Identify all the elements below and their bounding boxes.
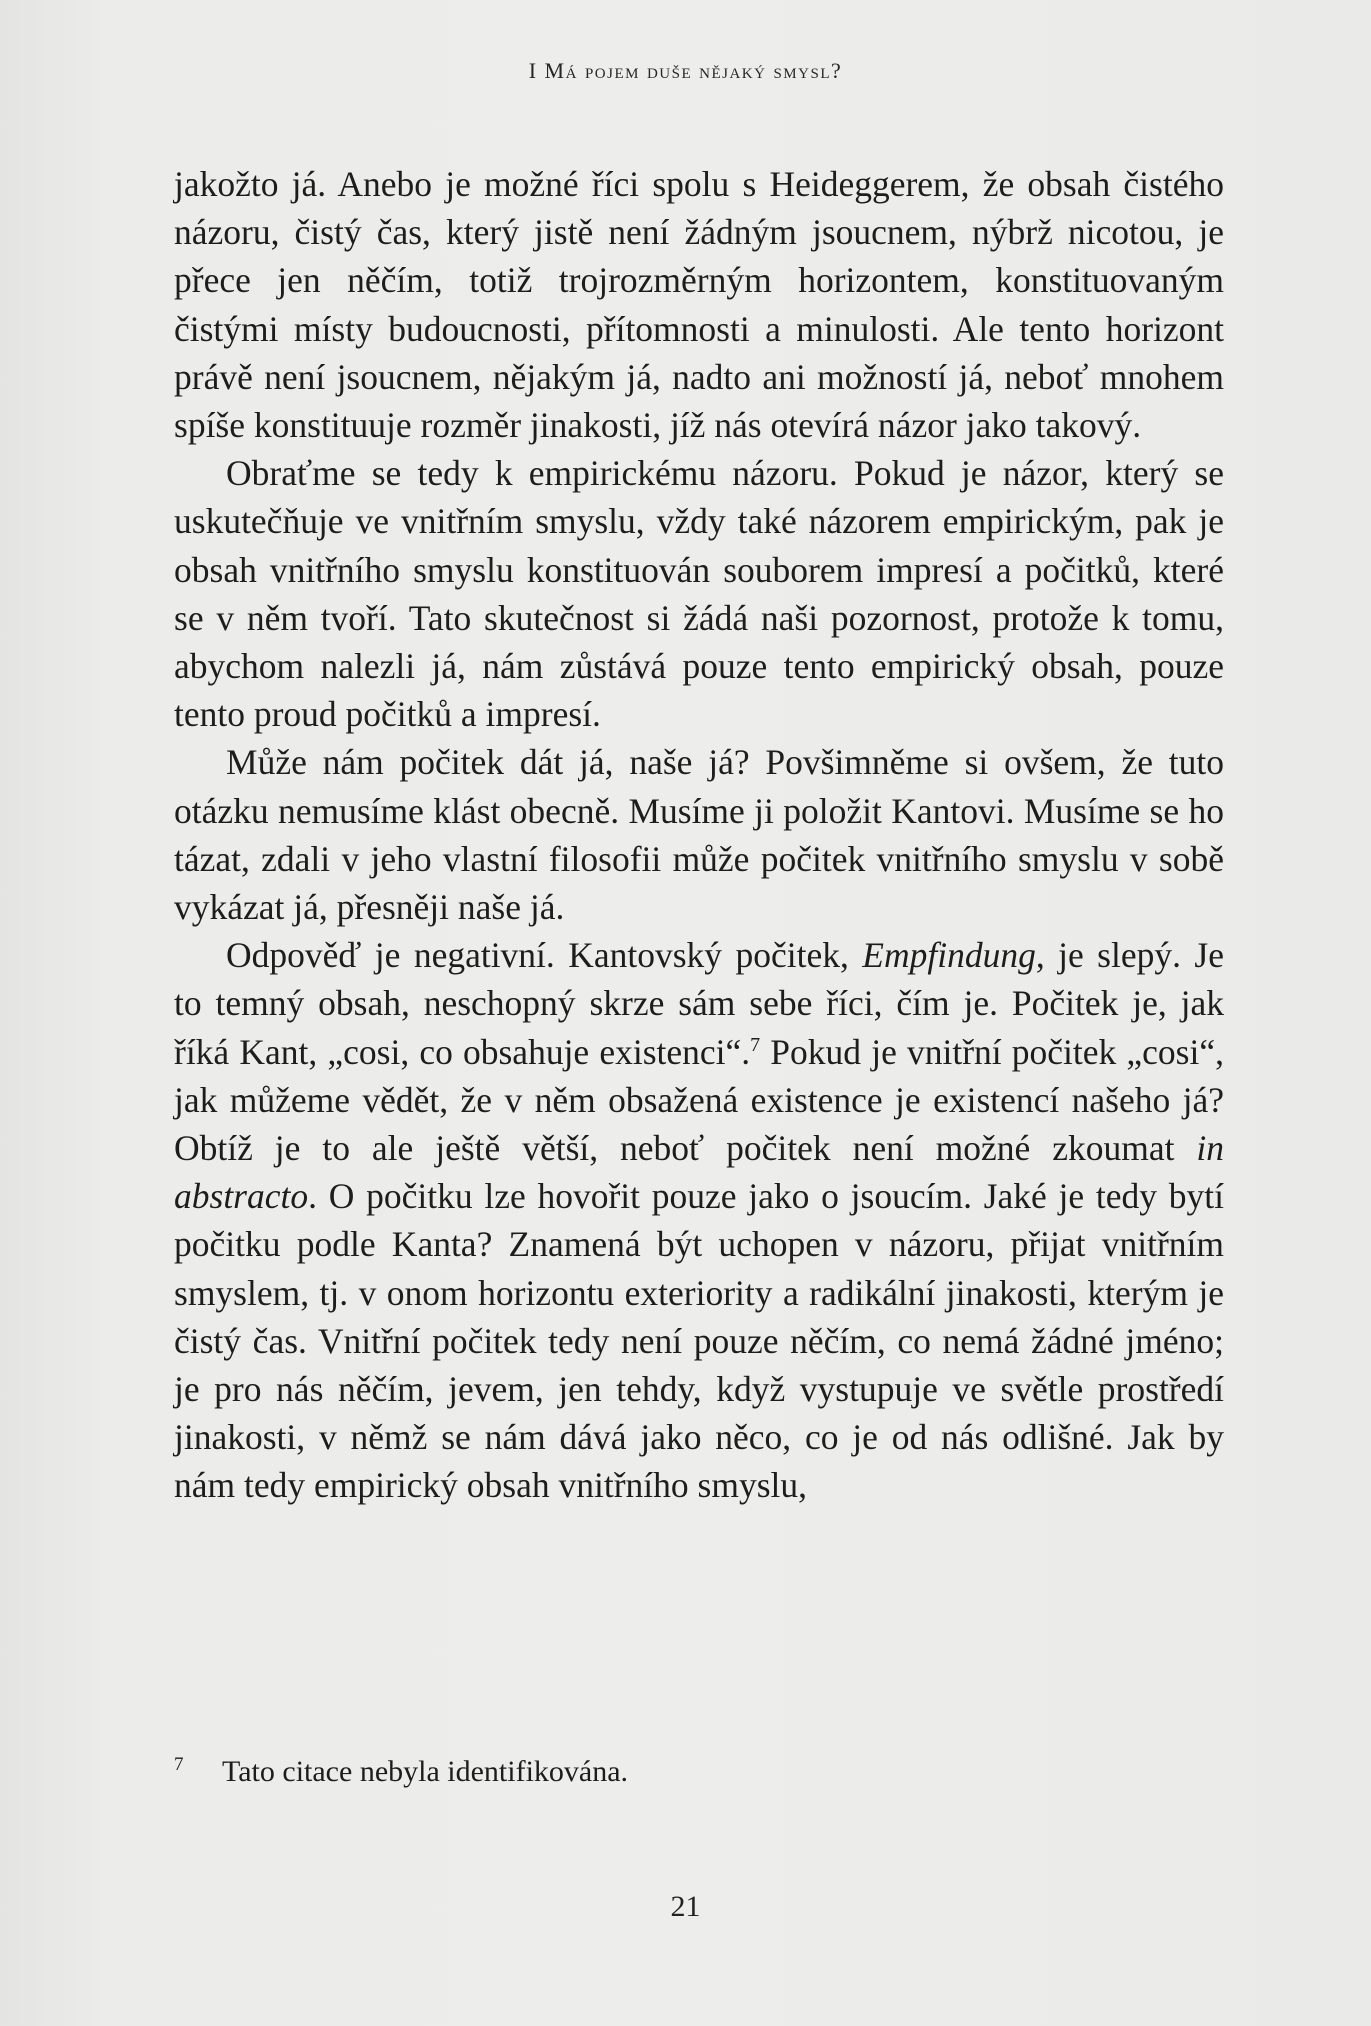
running-header: I Má pojem duše nějaký smysl? [528, 58, 843, 83]
paragraph-4-part-a: Odpověď je negativní. Kantovský počitek, [226, 935, 863, 976]
paragraph-4-part-c: Pokud je vnitřní počitek „cosi“, jak můžeme vědět, že v něm obsažená existence je existencí našeho já? Obtíž je to ale ještě větší, neboť počitek není možné zkoumat [174, 1031, 1224, 1169]
paragraph-4 [174, 931, 1224, 1509]
term-empfindung: Empfindung [862, 935, 1036, 976]
footnote-reference[interactable]: 7 [750, 1033, 761, 1056]
footnote: 7 Tato citace nebyla identifikována. [174, 1754, 629, 1788]
paragraph-1: jakožto já. Anebo je možné říci spolu s Heideggerem, že obsah čistého názoru, čistý čas, který jistě není žádným jsoucnem, nýbrž nicotou, je přece jen něčím, totiž trojrozměrným horizontem, konstituovaným čistými místy budoucnosti, přítomnosti a minulosti. Ale tento horizont právě není jsoucnem, nějakým já, nadto ani možností já, neboť mnohem spíše konstituuje rozměr jinakosti, jíž nás otevírá názor jako takový. [174, 164, 1224, 446]
paragraph-3: Může nám počitek dát já, naše já? Povšimněme si ovšem, že tuto otázku nemusíme klást obecně. Musíme ji položit Kantovi. Musíme se ho tázat, zdali v jeho vlastní filosofii může počitek vnitřního smyslu v sobě vykázat já, přesněji naše já. [174, 742, 1224, 928]
main-text [174, 160, 1224, 1510]
paragraph-4-part-b: , je slepý. Je to temný obsah, neschopný skrze sám sebe říci, čím je. Počitek je, jak říká Kant, „cosi, co obsahuje existenci“. [174, 935, 1224, 1072]
paragraph-4-part-d: . O počitku lze hovořit pouze jako o jsoucím. Jaké je tedy bytí počitku podle Kanta? Znamená být uchopen v názoru, přijat vnitřním smyslem, tj. v onom horizontu exteriority a radikální jinakosti, kterým je čistý čas. Vnitřní počitek tedy není pouze něčím, co nemá žádné jméno; je pro nás něčím, jevem, jen tehdy, když vystupuje ve světle prostředí jinakosti, v němž se nám dává jako něco, co je od nás odlišné. Jak by nám tedy empirický obsah vnitřního smyslu, [174, 1176, 1224, 1506]
term-in-abstracto: in abstracto [174, 1128, 1224, 1217]
page-number: 21 [670, 1890, 701, 1923]
paragraph-2: Obraťme se tedy k empirickému názoru. Pokud je názor, který se uskutečňuje ve vnitřním smyslu, vždy také názorem empirickým, pak je obsah vnitřního smyslu konstituován souborem impresí a počitků, které se v něm tvoří. Tato skutečnost si žádá naši pozornost, protože k tomu, abychom nalezli já, nám zůstává pouze tento empirický obsah, pouze tento proud počitků a impresí. [174, 453, 1224, 735]
footnote-text: Tato citace nebyla identifikována. [222, 1755, 629, 1788]
